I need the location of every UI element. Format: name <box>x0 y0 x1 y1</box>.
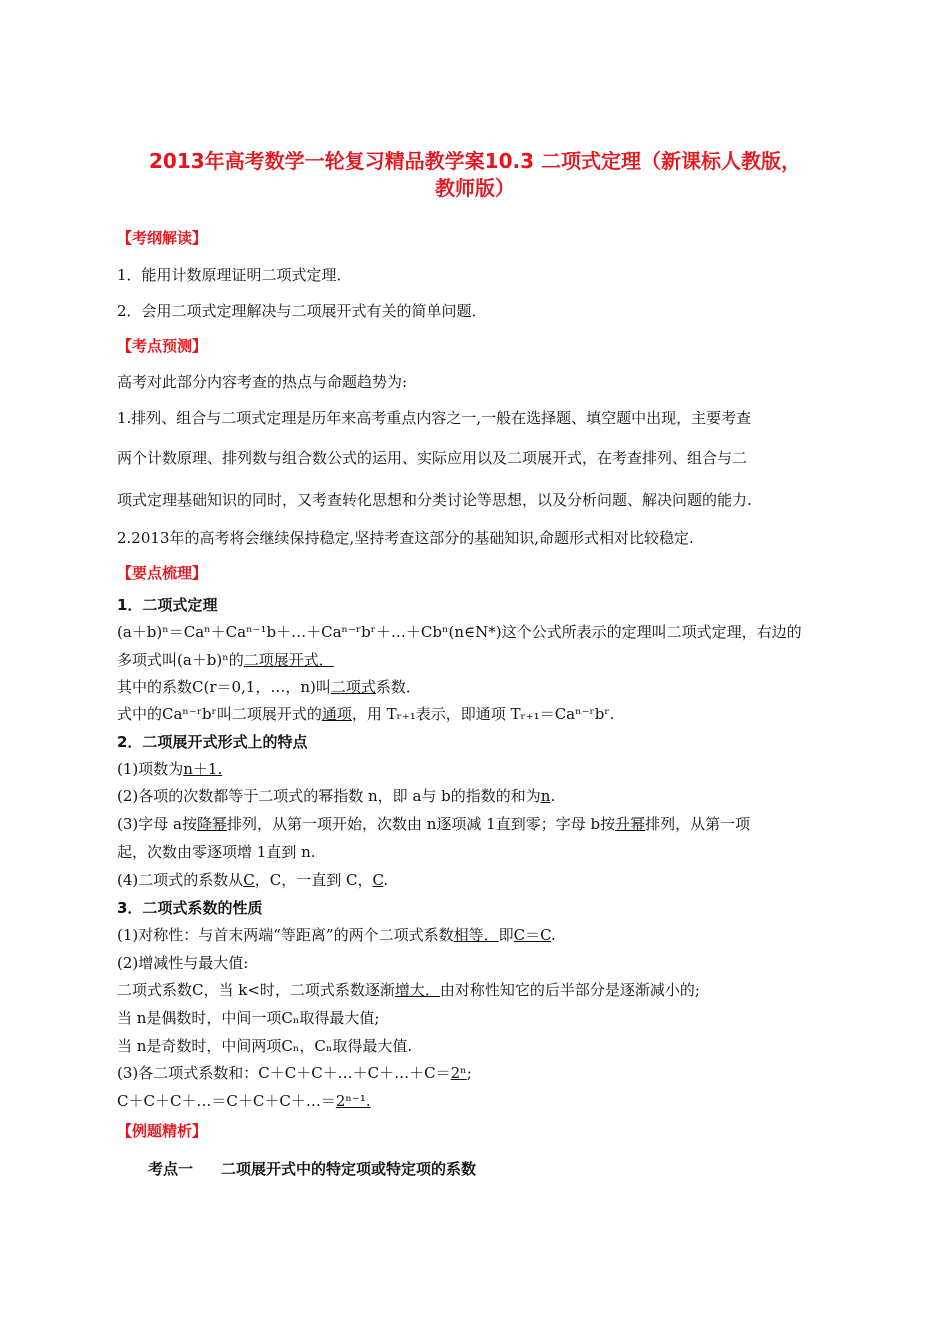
document-title <box>100 148 850 202</box>
summary-1-line-3: 其中的系数C(r＝0,1，…，n)叫二项式系数． <box>117 678 421 696</box>
summary-3-line-6: (3)各二项式系数和：C＋C＋C＋…＋C＋…＋C＝2ⁿ; <box>117 1064 472 1082</box>
term-n: n <box>540 787 551 805</box>
summary-subheading-1: 1．二项式定理 <box>117 596 218 614</box>
section-heading-examples: 【例题精析】 <box>117 1122 208 1140</box>
term-ascending: 升幂 <box>615 815 646 833</box>
term-general-term: 通项 <box>321 705 352 723</box>
term-binomial-expansion: 二项展开式． <box>243 651 334 669</box>
example-point-text: 二项展开式中的特定项或特定项的系数 <box>221 1160 477 1178</box>
example-point-label: 考点一 <box>148 1160 194 1178</box>
summary-2-line-4: 起，次数由零逐项增 1直到 n. <box>117 843 316 861</box>
summary-3-line-3: 二项式系数C，当 k<时，二项式系数逐渐增大．由对称性知它的后半部分是逐渐减小的; <box>117 981 700 999</box>
title-line-1: 2013年高考数学一轮复习精品教学案10.3 二项式定理（新课标人教版， <box>149 149 801 173</box>
summary-3-line-7: C＋C＋C＋…＝C＋C＋C＋…＝2ⁿ⁻¹. <box>117 1092 371 1110</box>
forecast-intro: 高考对此部分内容考查的热点与命题趋势为: <box>117 373 408 391</box>
example-point-heading <box>148 1158 476 1179</box>
summary-3-line-4: 当 n是偶数时，中间一项Cₙ取得最大值; <box>117 1009 380 1027</box>
section-heading-forecast: 【考点预测】 <box>117 337 208 355</box>
forecast-paragraph-2: 2.2013年的高考将会继续保持稳定,坚持考查这部分的基础知识,命题形式相对比较稳定. <box>117 529 694 547</box>
title-line-2: 教师版） <box>435 176 515 200</box>
summary-subheading-2: 2．二项展开式形式上的特点 <box>117 733 308 751</box>
forecast-paragraph-1-line-2: 两个计数原理、排列数与组合数公式的运用、实际应用以及二项展开式，在考查排列、组合与二 <box>117 449 748 467</box>
forecast-paragraph-1-line-3: 项式定理基础知识的同时，又考查转化思想和分类讨论等思想，以及分析问题、解决问题的能力. <box>117 491 752 509</box>
forecast-paragraph-1-line-1: 1.排列、组合与二项式定理是历年来高考重点内容之一,一般在选择题、填空题中出现，主要考查 <box>117 409 752 427</box>
summary-1-line-2: 多项式叫(a＋b)ⁿ的二项展开式． <box>117 651 334 669</box>
section-heading-outline: 【考纲解读】 <box>117 229 208 247</box>
summary-3-line-5: 当 n是奇数时，中间两项Cₙ，Cₙ取得最大值. <box>117 1037 413 1055</box>
outline-item-1: 1．能用计数原理证明二项式定理． <box>117 266 352 284</box>
summary-1-line-4: 式中的Caⁿ⁻ʳbʳ叫二项展开式的通项，用 Tᵣ₊₁表示，即通项 Tᵣ₊₁＝Caⁿ⁻ʳbʳ. <box>117 705 615 723</box>
summary-2-line-1: (1)项数为n＋1. <box>117 760 223 778</box>
outline-item-2: 2．会用二项式定理解决与二项展开式有关的简单问题． <box>117 302 487 320</box>
summary-2-line-2: (2)各项的次数都等于二项式的幂指数 n，即 a与 b的指数的和为n. <box>117 787 556 805</box>
summary-2-line-3: (3)字母 a按降幂排列，从第一项开始，次数由 n逐项减 1直到零；字母 b按升幂排列，从第一项 <box>117 815 751 833</box>
summary-subheading-3: 3．二项式系数的性质 <box>117 899 263 917</box>
binomial-theorem-formula: (a＋b)ⁿ＝Caⁿ＋Caⁿ⁻¹b＋…＋Caⁿ⁻ʳbʳ＋…＋Cbⁿ(n∈N*)这个公式所表示的定理叫二项式定理，右边的 <box>117 623 802 641</box>
summary-3-line-2: (2)增减性与最大值: <box>117 954 249 972</box>
term-binomial: 二项式 <box>330 678 376 696</box>
summary-3-line-1: (1)对称性：与首末两端“等距离”的两个二项式系数相等．即C＝C. <box>117 926 556 944</box>
term-n-plus-1: n＋1. <box>183 760 223 778</box>
term-descending: 降幂 <box>196 815 227 833</box>
section-heading-summary: 【要点梳理】 <box>117 564 208 582</box>
summary-2-line-5: (4)二项式的系数从C，C，一直到 C，C. <box>117 871 389 889</box>
